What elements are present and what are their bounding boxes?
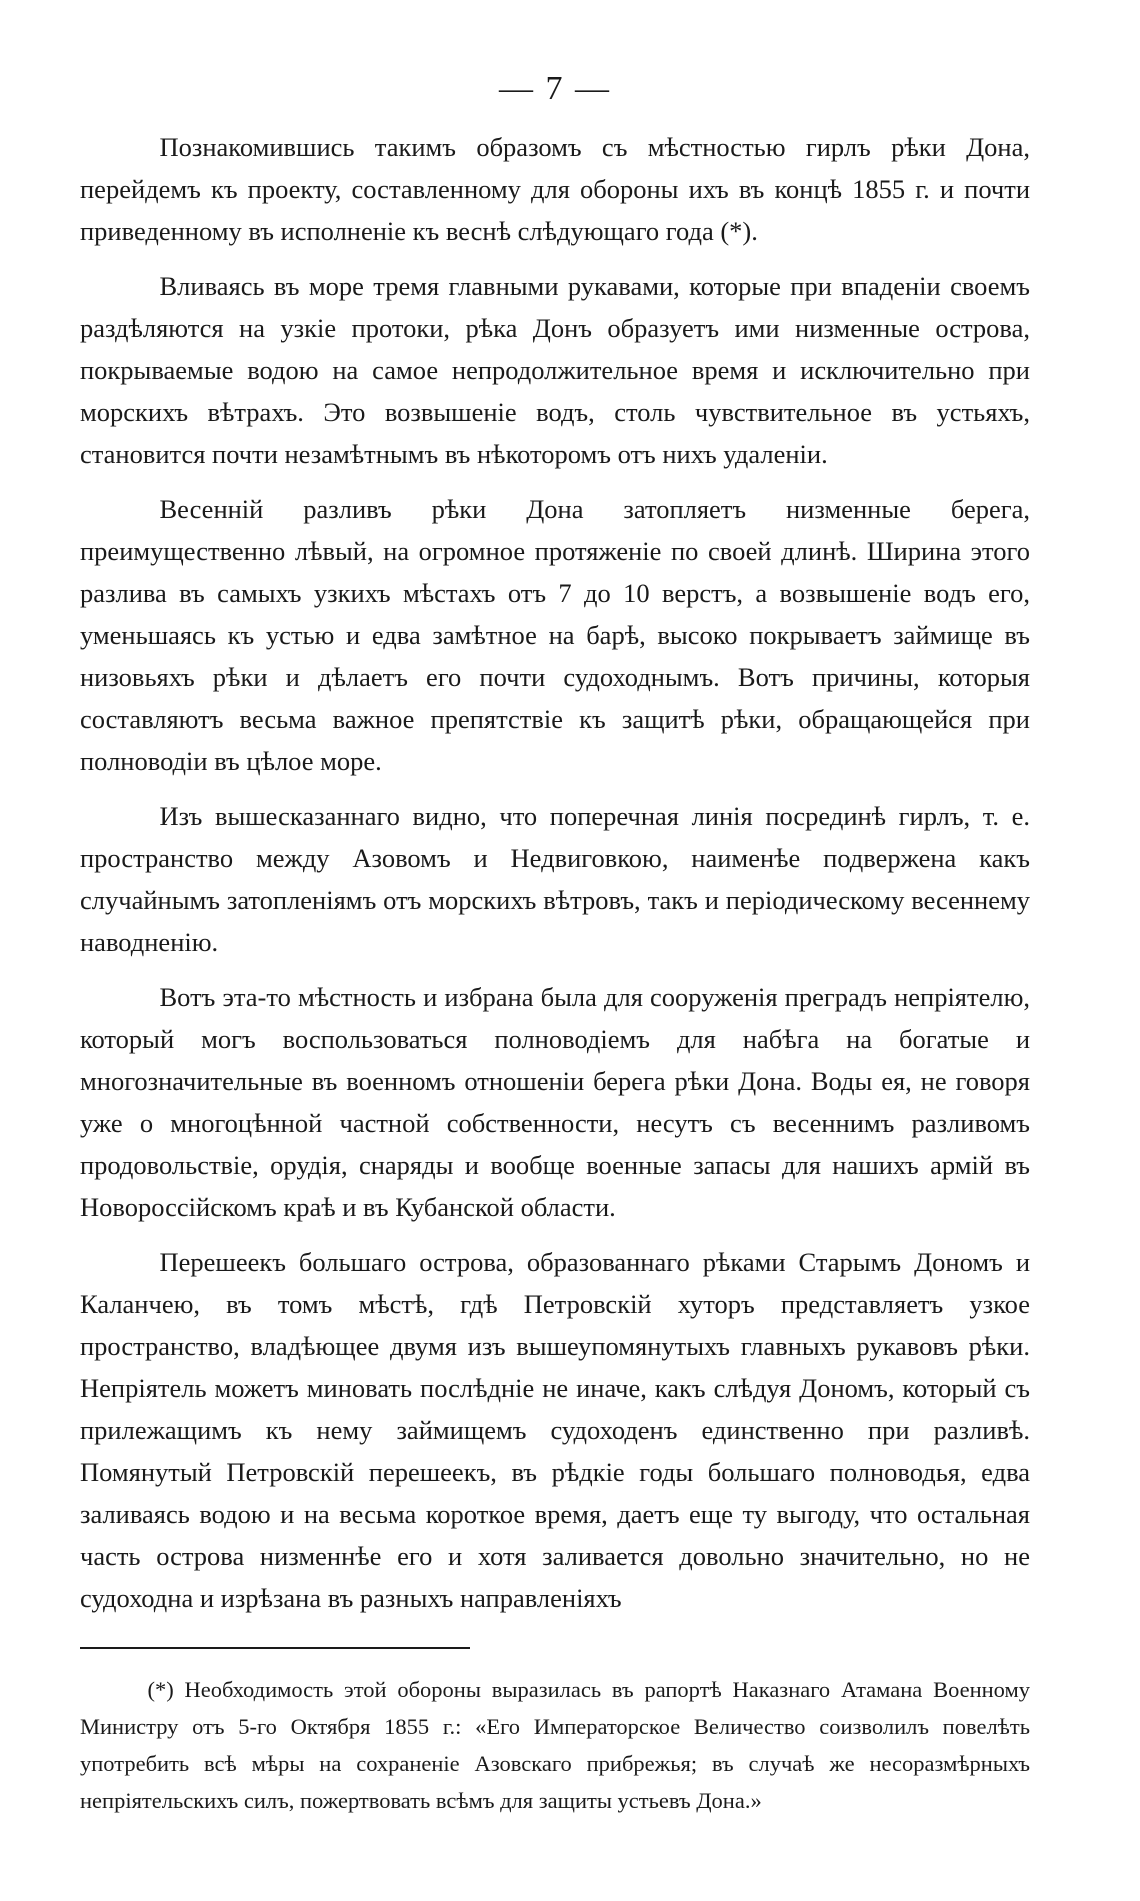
footnote: (*) Необходимость этой обороны выразилась въ рапортѣ Наказнаго Атамана Военному Министру отъ 5-го Октября 1855 г.: «Его Императорское Величество соизволилъ повелѣть употребить всѣ мѣры на сохраненіе Азовскаго прибрежья; въ случаѣ же несоразмѣрныхъ непріятельскихъ силъ, пожертвовать всѣмъ для защиты устьевъ Дона.» — [80, 1677, 1030, 1813]
paragraph-3: Весенній разливъ рѣки Дона затопляетъ низменные берега, преимущественно лѣвый, на огромное протяженіе по своей длинѣ. Ширина этого разлива въ самыхъ узкихъ мѣстахъ отъ 7 до 10 верстъ, а возвышеніе водъ его, уменьшаясь къ устью и едва замѣтное на барѣ, высоко покрываетъ займище въ низовьяхъ рѣки и дѣлаетъ его почти судоходнымъ. Вотъ причины, которыя составляютъ весьма важное препятствіе къ защитѣ рѣки, обращающейся при полноводіи въ цѣлое море. — [80, 494, 1030, 776]
paragraph-1: Познакомившись такимъ образомъ съ мѣстностью гирлъ рѣки Дона, перейдемъ къ проекту, составленному для обороны ихъ въ концѣ 1855 г. и почти приведенному въ исполненіе къ веснѣ слѣдующаго года (*). — [80, 132, 1030, 246]
paragraph-5: Вотъ эта-то мѣстность и избрана была для сооруженія преградъ непріятелю, который могъ воспользоваться полноводіемъ для набѣга на богатые и многозначительные въ военномъ отношеніи берега рѣки Дона. Воды ея, не говоря уже о многоцѣнной частной собственности, несутъ съ весеннимъ разливомъ продовольствіе, орудія, снаряды и вообще военные запасы для нашихъ армій въ Новороссійскомъ краѣ и въ Кубанской области. — [80, 982, 1030, 1222]
paragraph-6: Перешеекъ большаго острова, образованнаго рѣками Старымъ Дономъ и Каланчею, въ томъ мѣстѣ, гдѣ Петровскій хуторъ представляетъ узкое пространство, владѣющее двумя изъ вышеупомянутыхъ главныхъ рукавовъ рѣки. Непріятель можетъ миновать послѣдніе не иначе, какъ слѣдуя Дономъ, который съ прилежащимъ къ нему займищемъ судоходенъ единственно при разливѣ. Помянутый Петровскій перешеекъ, въ рѣдкіе годы большаго полноводья, едва заливаясь водою и на весьма короткое время, даетъ еще ту выгоду, что остальная часть острова низменнѣе его и хотя заливается довольно значительно, но не судоходна и изрѣзана въ разныхъ направленіяхъ — [80, 1247, 1030, 1613]
document-page — [80, 70, 1030, 1819]
page-number: — 7 — — [499, 70, 611, 107]
paragraph-4: Изъ вышесказаннаго видно, что поперечная линія посрединѣ гирлъ, т. е. пространство между Азовомъ и Недвиговкою, наименѣе подвержена какъ случайнымъ затопленіямъ отъ морскихъ вѣтровъ, такъ и періодическому весеннему наводненію. — [80, 801, 1030, 957]
paragraph-2: Вливаясь въ море тремя главными рукавами, которые при впаденіи своемъ раздѣляются на узкіе протоки, рѣка Донъ образуетъ ими низменные острова, покрываемые водою на самое непродолжительное время и исключительно при морскихъ вѣтрахъ. Это возвышеніе водъ, столь чувствительное въ устьяхъ, становится почти незамѣтнымъ въ нѣкоторомъ отъ нихъ удаленіи. — [80, 271, 1030, 469]
footnote-divider — [80, 1647, 470, 1649]
